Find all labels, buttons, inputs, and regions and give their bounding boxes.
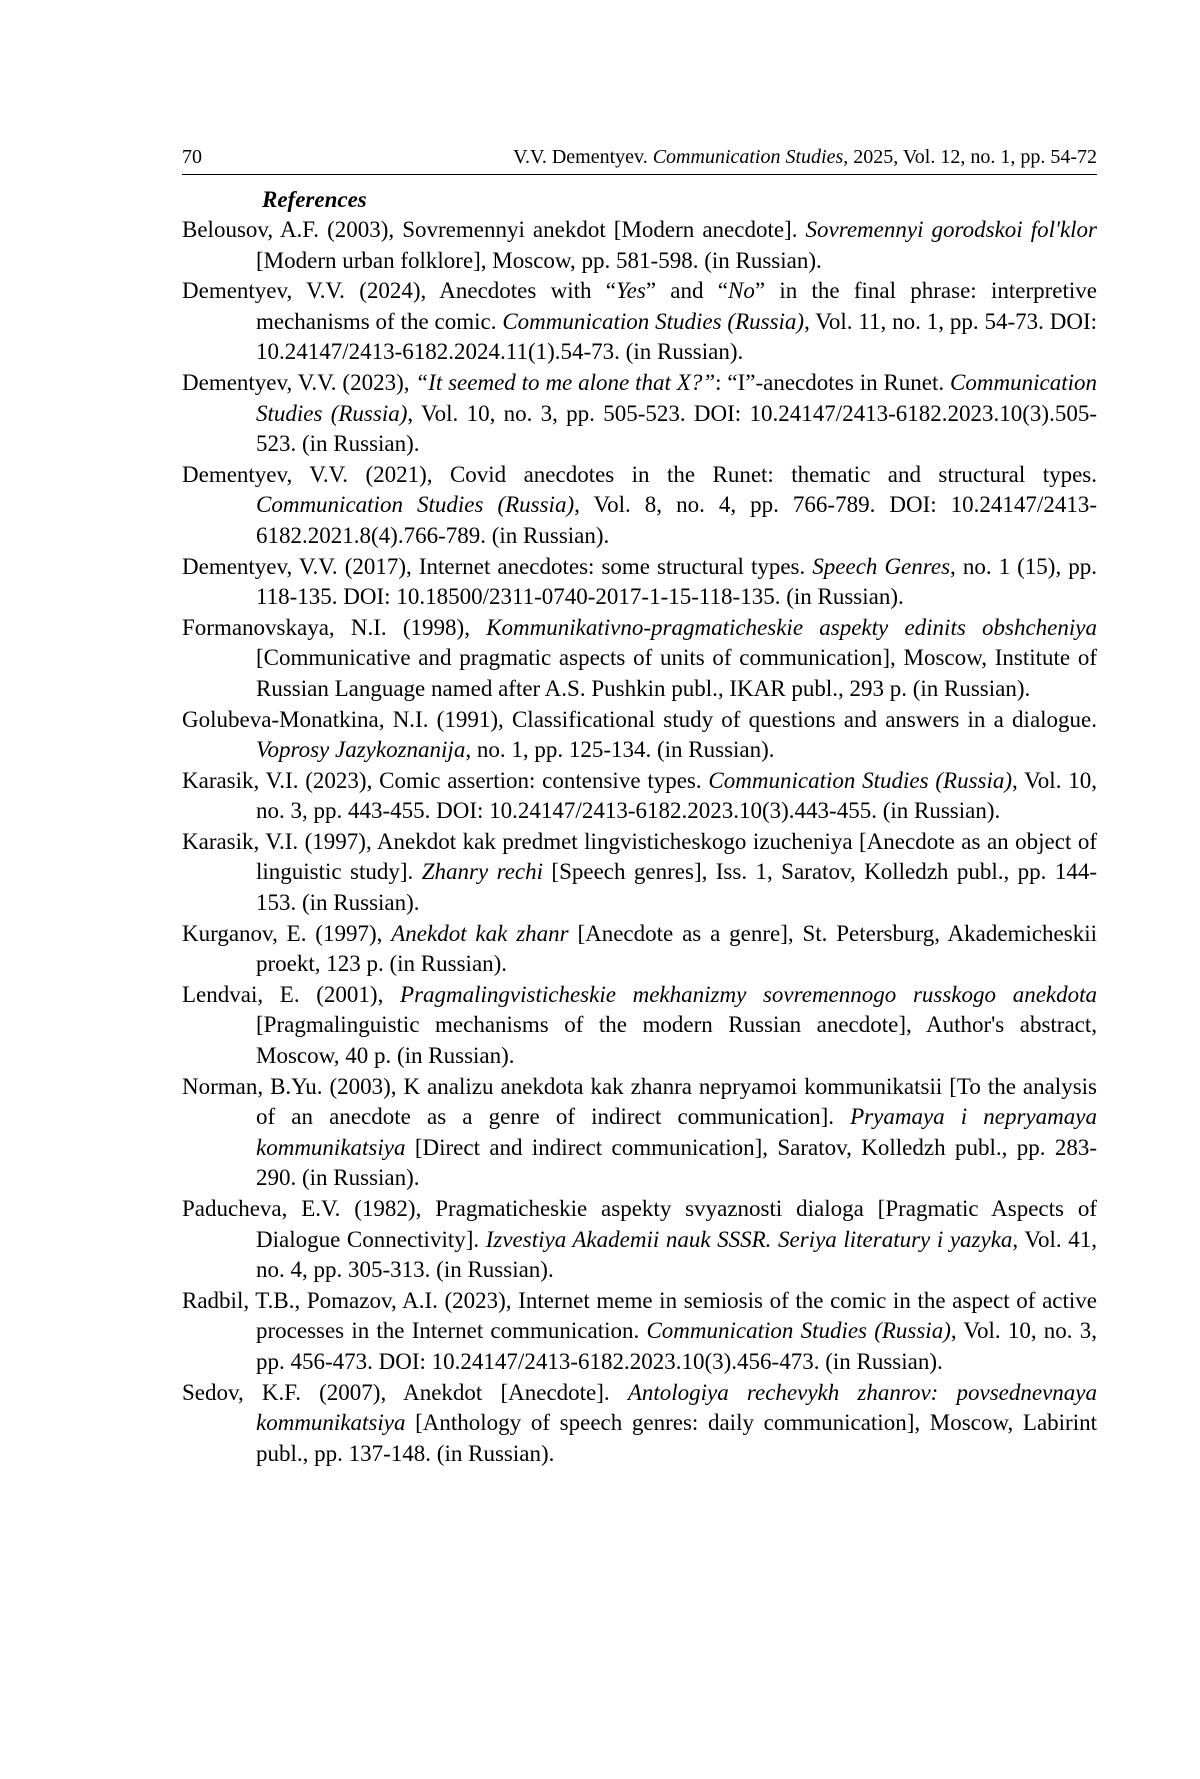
reference-entry <box>182 827 1097 919</box>
page <box>182 144 1097 1469</box>
journal-citation <box>513 144 1097 170</box>
reference-text: Belousov, A.F. (2003), Sovremennyi anekdot [Modern anecdote]. <box>182 217 806 242</box>
reference-italic-title: Speech Genres <box>812 553 951 579</box>
reference-text: Dementyev, V.V. (2024), Anecdotes with “ <box>182 278 616 304</box>
reference-text: [Speech genres], Iss. 1, Saratov, Kolledzh publ., pp. 144-153. (in Russian). <box>256 859 1097 916</box>
reference-text: Paducheva, E.V. (1982), Pragmaticheskie aspekty svyaznosti dialoga [Pragmatic Aspects of Dialogue Connectivity]. <box>182 1196 1097 1252</box>
reference-italic-title: Communication Studies (Russia) <box>708 767 1013 793</box>
reference-text: [Anthology of speech genres: daily communication], Moscow, Labirint publ., pp. 137-148. (in Russian). <box>256 1410 1097 1466</box>
reference-entry <box>182 1072 1097 1194</box>
reference-italic-title: Antologiya rechevykh zhanrov: povsednevnaya kommunikatsiya <box>256 1379 1097 1436</box>
reference-text: Sedov, K.F. (2007), Anekdot [Anecdote]. <box>182 1379 628 1405</box>
reference-entry <box>182 1378 1097 1470</box>
reference-italic-title: Anekdot kak zhanr <box>391 920 569 946</box>
reference-text: [Communicative and pragmatic aspects of units of communication], Moscow, Institute of Russian Language named after A.S. Pushkin publ., IKAR publ., 293 p. (in Russian). <box>256 645 1097 701</box>
page-number: 70 <box>182 146 202 168</box>
citation-author: V.V. Dementyev. <box>513 146 653 168</box>
reference-text: [Direct and indirect communication], Saratov, Kolledzh publ., pp. 283-290. (in Russian). <box>256 1134 1097 1191</box>
reference-entry <box>182 1286 1097 1378</box>
reference-text: , Vol. 8, no. 4, pp. 766-789. DOI: 10.24147/2413-6182.2021.8(4).766-789. (in Russian). <box>256 492 1097 548</box>
running-header <box>182 144 1097 175</box>
reference-italic-title: Voprosy Jazykoznanija <box>256 737 466 763</box>
reference-italic-title: Communication Studies (Russia) <box>502 308 805 334</box>
reference-text: Radbil, T.B., Pomazov, A.I. (2023), Internet meme in semiosis of the comic in the aspect of active processes in the Internet communication. <box>182 1287 1097 1344</box>
reference-list <box>182 215 1097 1469</box>
reference-text: , Vol. 10, no. 3, pp. 505-523. DOI: 10.24147/2413-6182.2023.10(3).505-523. (in Russian). <box>256 400 1097 457</box>
reference-text: , Vol. 10, no. 3, pp. 456-473. DOI: 10.24147/2413-6182.2023.10(3).456-473. (in Russian). <box>256 1318 1097 1374</box>
reference-text: Karasik, V.I. (1997), Anekdot kak predmet lingvisticheskogo izucheniya [Anecdote as an object of linguistic study]. <box>182 828 1097 885</box>
reference-italic-title: Communication Studies (Russia) <box>646 1318 951 1344</box>
reference-italic-title: Pragmalingvisticheskie mekhanizmy sovremennogo russkogo anekdota <box>400 981 1097 1007</box>
reference-text: Dementyev, V.V. (2023), <box>182 369 416 395</box>
reference-entry <box>182 460 1097 552</box>
reference-entry <box>182 613 1097 705</box>
reference-entry <box>182 552 1097 613</box>
reference-entry <box>182 1194 1097 1286</box>
reference-text: : “I”-anecdotes in Runet. <box>715 369 951 395</box>
reference-entry <box>182 766 1097 827</box>
reference-italic-title: No <box>728 278 755 304</box>
reference-text: , Vol. 41, no. 4, pp. 305-313. (in Russian). <box>256 1226 1097 1283</box>
reference-text: Formanovskaya, N.I. (1998), <box>182 614 487 640</box>
reference-italic-title: Pryamaya i nepryamaya kommunikatsiya <box>256 1104 1097 1160</box>
reference-text: Norman, B.Yu. (2003), K analizu anekdota kak zhanra nepryamoi kommunikatsii [To the analysis of an anecdote as a genre of indirect communication]. <box>182 1073 1097 1130</box>
reference-italic-title: Sovremennyi gorodskoi fol'klor <box>805 217 1098 242</box>
reference-entry <box>182 980 1097 1072</box>
reference-text: Golubeva-Monatkina, N.I. (1991), Classificational study of questions and answers in a dialogue. <box>182 706 1097 732</box>
reference-text: Dementyev, V.V. (2021), Covid anecdotes in the Runet: thematic and structural types. <box>182 461 1097 487</box>
reference-text: ” in the final phrase: interpretive mechanisms of the comic. <box>256 278 1097 334</box>
references-heading: References <box>262 187 367 212</box>
reference-text: ” and “ <box>645 278 728 304</box>
reference-text: Kurganov, E. (1997), <box>182 920 392 946</box>
reference-text: , no. 1 (15), pp. 118-135. DOI: 10.18500/2311-0740-2017-1-15-118-135. (in Russian). <box>256 553 1097 610</box>
journal-title: Communication Studies <box>652 146 844 168</box>
reference-italic-title: “It seemed to me alone that X?” <box>415 369 716 395</box>
reference-text: , no. 1, pp. 125-134. (in Russian). <box>465 737 775 763</box>
reference-text: Dementyev, V.V. (2017), Internet anecdotes: some structural types. <box>182 553 813 579</box>
reference-italic-title: Kommunikativno-pragmaticheskie aspekty edinits obshcheniya <box>486 614 1097 640</box>
reference-entry <box>182 276 1097 368</box>
reference-text: [Anecdote as a genre], St. Petersburg, Akademicheskii proekt, 123 p. (in Russian). <box>256 920 1097 977</box>
reference-text: Karasik, V.I. (2023), Comic assertion: contensive types. <box>182 767 709 793</box>
reference-italic-title: Communication Studies (Russia) <box>256 369 1097 426</box>
reference-text: Lendvai, E. (2001), <box>182 981 401 1007</box>
reference-italic-title: Izvestiya Akademii nauk SSSR. Seriya literatury i yazyka <box>485 1226 1013 1252</box>
reference-italic-title: Zhanry rechi <box>421 859 543 885</box>
reference-entry <box>182 919 1097 980</box>
reference-text: , Vol. 10, no. 3, pp. 443-455. DOI: 10.24147/2413-6182.2023.10(3).443-455. (in Russian). <box>256 767 1097 824</box>
reference-entry <box>182 368 1097 460</box>
citation-details: , 2025, Vol. 12, no. 1, pp. 54-72 <box>843 146 1097 168</box>
reference-text: , Vol. 11, no. 1, pp. 54-73. DOI: 10.24147/2413-6182.2024.11(1).54-73. (in Russian). <box>256 308 1097 365</box>
reference-text: [Modern urban folklore], Moscow, pp. 581-598. (in Russian). <box>256 247 822 273</box>
reference-entry <box>182 215 1097 276</box>
reference-italic-title: Yes <box>615 278 646 304</box>
reference-italic-title: Communication Studies (Russia) <box>256 492 575 518</box>
reference-text: [Pragmalinguistic mechanisms of the modern Russian anecdote], Author's abstract, Moscow, 40 p. (in Russian). <box>256 1012 1097 1069</box>
reference-entry <box>182 705 1097 766</box>
